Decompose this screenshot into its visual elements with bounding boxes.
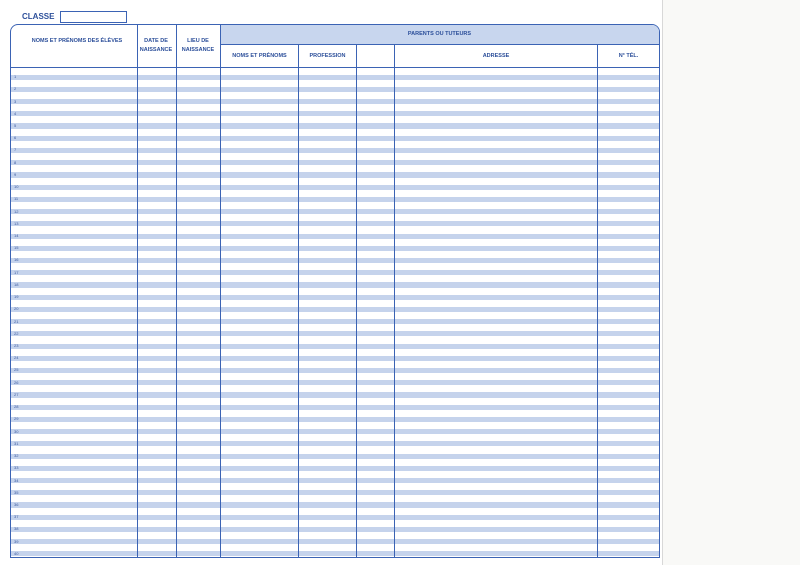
row-number: 40 xyxy=(14,550,19,556)
row-number: 15 xyxy=(14,245,19,251)
table-row[interactable] xyxy=(11,380,659,385)
row-number: 26 xyxy=(14,379,19,385)
table-row[interactable] xyxy=(11,185,659,190)
row-number: 14 xyxy=(14,233,19,238)
row-number: 23 xyxy=(14,343,19,349)
row-number: 24 xyxy=(14,355,19,361)
row-number: 28 xyxy=(14,404,19,410)
col-divider xyxy=(298,44,299,557)
row-number: 12 xyxy=(14,208,19,214)
row-number: 32 xyxy=(14,453,19,459)
table-row[interactable] xyxy=(11,270,659,275)
row-number: 19 xyxy=(14,294,19,300)
table-row[interactable] xyxy=(11,454,659,459)
table-row[interactable] xyxy=(11,111,659,116)
row-number: 9 xyxy=(14,171,17,177)
table-row[interactable] xyxy=(11,466,659,471)
table-row[interactable] xyxy=(11,258,659,263)
table-row[interactable] xyxy=(11,172,659,177)
row-number: 7 xyxy=(14,147,17,153)
row-number: 1 xyxy=(14,74,17,80)
table-row[interactable] xyxy=(11,307,659,312)
row-number: 33 xyxy=(14,465,19,471)
row-number: 39 xyxy=(14,538,19,544)
row-number: 6 xyxy=(14,135,17,141)
table-row[interactable] xyxy=(11,160,659,165)
row-number: 10 xyxy=(14,184,19,190)
table-row[interactable] xyxy=(11,75,659,80)
header-divider-parents xyxy=(220,44,659,45)
table-row[interactable] xyxy=(11,405,659,410)
header-bottom-line xyxy=(11,67,659,68)
table-row[interactable] xyxy=(11,123,659,128)
row-number: 25 xyxy=(14,367,19,373)
column-header-address: ADRESSE xyxy=(482,53,510,59)
column-header-parent-name: NOMS ET PRÉNOMS xyxy=(232,53,287,59)
table-row[interactable] xyxy=(11,136,659,141)
table-row[interactable] xyxy=(11,221,659,226)
table-row[interactable] xyxy=(11,368,659,373)
student-register-table xyxy=(10,24,660,558)
table-row[interactable] xyxy=(11,344,659,349)
row-number: 31 xyxy=(14,440,19,446)
column-header-profession: PROFESSION xyxy=(309,53,346,59)
table-row[interactable] xyxy=(11,515,659,520)
row-number: 5 xyxy=(14,122,17,128)
col-divider xyxy=(137,25,138,557)
table-row[interactable] xyxy=(11,490,659,495)
table-row[interactable] xyxy=(11,331,659,336)
classe-label: CLASSE xyxy=(22,12,55,21)
classe-input-box[interactable] xyxy=(60,11,127,23)
row-number: 16 xyxy=(14,257,19,263)
row-number: 11 xyxy=(14,196,19,202)
col-divider xyxy=(597,44,598,557)
row-number: 38 xyxy=(14,526,19,532)
group-header-parents: PARENTS OU TUTEURS xyxy=(407,31,472,37)
table-row[interactable] xyxy=(11,429,659,434)
row-number: 36 xyxy=(14,501,19,507)
row-number: 37 xyxy=(14,514,19,520)
table-row[interactable] xyxy=(11,356,659,361)
column-header-birth-date: DATE DE NAISSANCE xyxy=(139,38,173,53)
table-row[interactable] xyxy=(11,209,659,214)
table-row[interactable] xyxy=(11,282,659,287)
row-number: 35 xyxy=(14,489,19,495)
col-divider xyxy=(176,25,177,557)
column-header-student-name: NOMS ET PRÉNOMS DES ÉLÈVES xyxy=(31,38,123,44)
row-number: 30 xyxy=(14,428,19,434)
row-number: 17 xyxy=(14,269,19,275)
table-row[interactable] xyxy=(11,246,659,251)
table-row[interactable] xyxy=(11,539,659,544)
row-number: 13 xyxy=(14,220,19,226)
table-row[interactable] xyxy=(11,319,659,324)
table-row[interactable] xyxy=(11,87,659,92)
row-number: 8 xyxy=(14,159,17,165)
table-row[interactable] xyxy=(11,441,659,446)
row-number: 2 xyxy=(14,86,17,92)
table-row[interactable] xyxy=(11,527,659,532)
table-row[interactable] xyxy=(11,148,659,153)
col-divider xyxy=(394,44,395,557)
column-header-birth-place: LIEU DE NAISSANCE xyxy=(181,38,215,53)
row-number: 22 xyxy=(14,330,19,336)
row-number: 18 xyxy=(14,281,19,287)
row-number: 4 xyxy=(14,110,17,116)
row-number: 21 xyxy=(14,318,19,324)
table-row[interactable] xyxy=(11,197,659,202)
col-divider xyxy=(220,25,221,557)
table-row[interactable] xyxy=(11,551,659,556)
column-header-phone: N° TÉL. xyxy=(618,53,639,59)
row-number: 3 xyxy=(14,98,17,104)
table-row[interactable] xyxy=(11,417,659,422)
col-divider xyxy=(356,44,357,557)
table-row[interactable] xyxy=(11,99,659,104)
table-row[interactable] xyxy=(11,392,659,397)
table-row[interactable] xyxy=(11,295,659,300)
table-row[interactable] xyxy=(11,234,659,239)
blank-facing-page xyxy=(663,0,800,565)
row-number: 20 xyxy=(14,306,19,312)
row-number: 34 xyxy=(14,477,19,483)
table-row[interactable] xyxy=(11,502,659,507)
row-number: 27 xyxy=(14,391,19,397)
row-number: 29 xyxy=(14,416,19,422)
table-row[interactable] xyxy=(11,478,659,483)
